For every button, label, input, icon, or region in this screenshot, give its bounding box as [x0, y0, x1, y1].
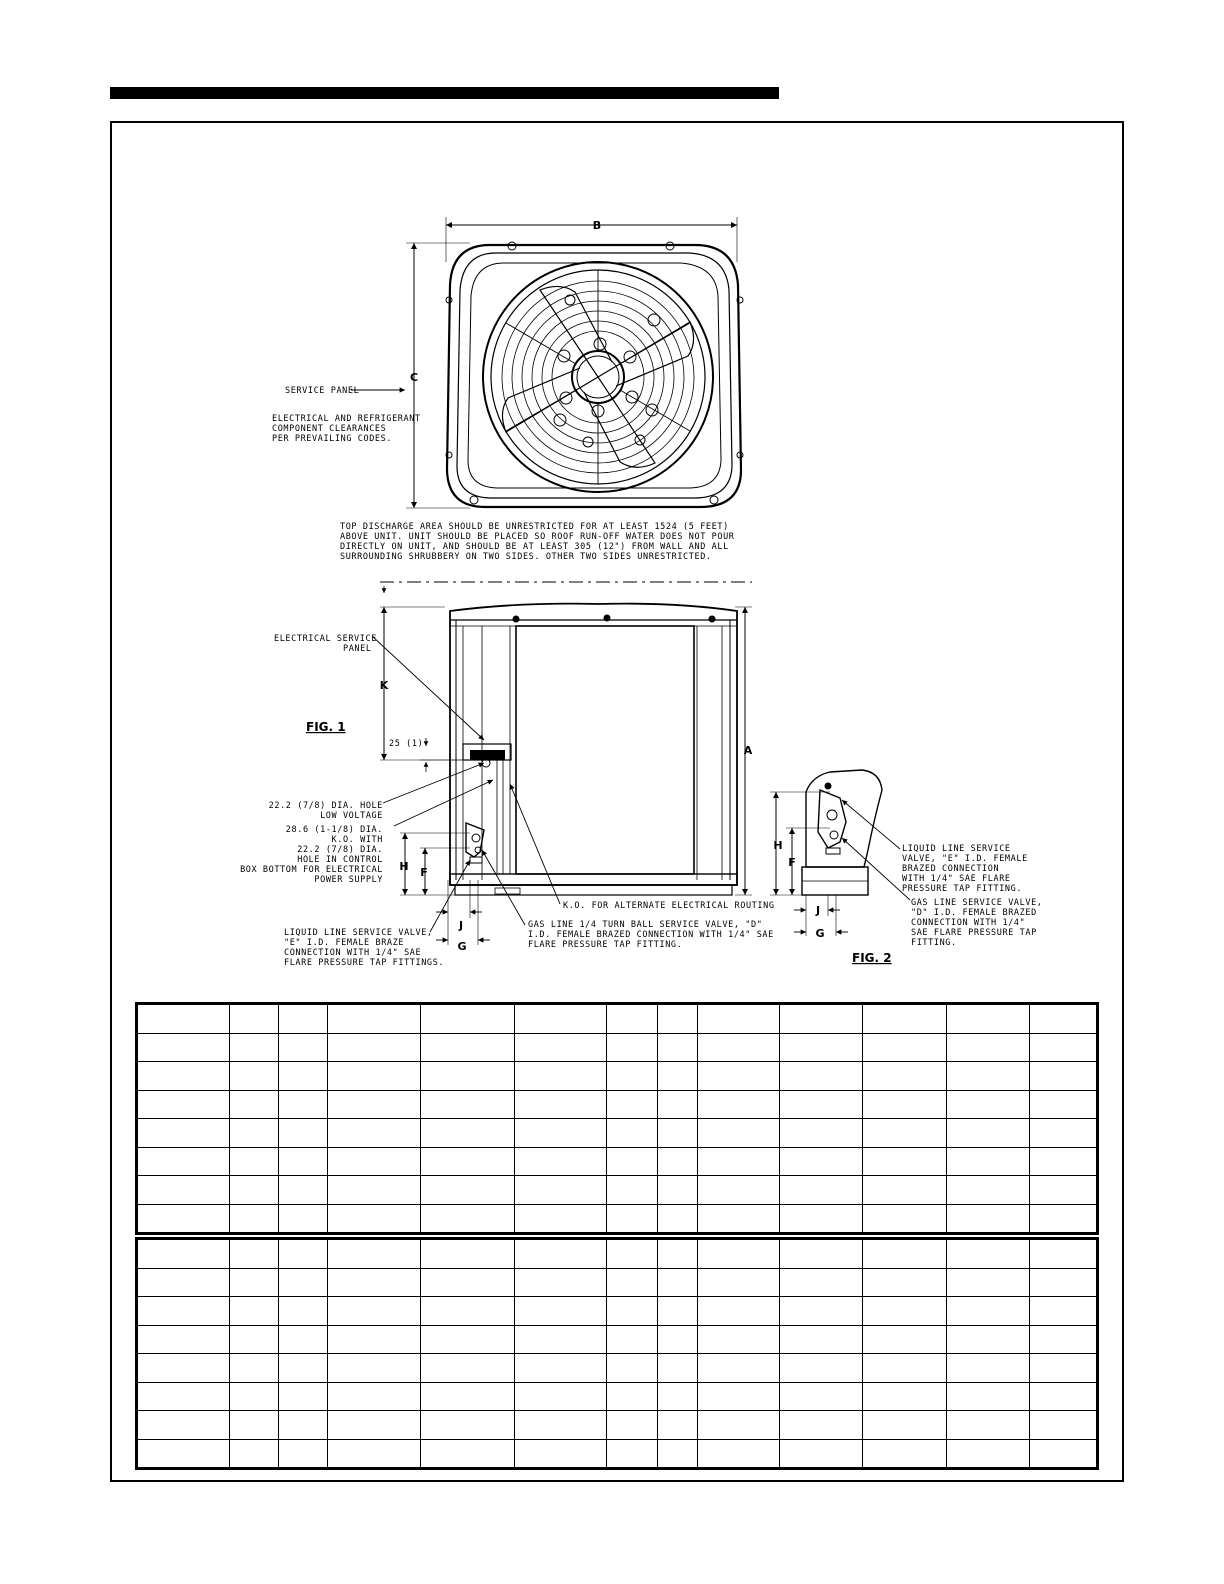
table-cell: [420, 1033, 514, 1062]
table-cell: [279, 1411, 328, 1440]
low-voltage-line-1: 22.2 (7/8) DIA. HOLE: [268, 801, 383, 811]
table-cell: [658, 1147, 698, 1176]
table-cell: [658, 1411, 698, 1440]
table-cell: [514, 1062, 606, 1091]
dim-a-label: A: [743, 744, 753, 757]
table-cell: [780, 1439, 863, 1469]
table-row: [137, 1411, 1098, 1440]
table-row: [137, 1204, 1098, 1234]
table-cell: [946, 1176, 1029, 1205]
table-cell: [780, 1239, 863, 1269]
table-cell: [946, 1004, 1029, 1034]
liquid2-line-4: WITH 1/4" SAE FLARE: [902, 874, 1011, 884]
dim-25-label: 25 (1): [389, 739, 424, 749]
table-cell: [230, 1382, 279, 1411]
fig1-label: FIG. 1: [306, 720, 346, 734]
table-cell: [780, 1382, 863, 1411]
table-cell: [514, 1147, 606, 1176]
table-cell: [514, 1268, 606, 1297]
table-cell: [946, 1325, 1029, 1354]
table-cell: [946, 1354, 1029, 1383]
table-cell: [279, 1090, 328, 1119]
table-cell: [230, 1411, 279, 1440]
table-cell: [863, 1119, 946, 1148]
table-cell: [279, 1239, 328, 1269]
table-cell: [230, 1204, 279, 1234]
table-cell: [863, 1147, 946, 1176]
table-cell: [1029, 1204, 1097, 1234]
table-row: [137, 1147, 1098, 1176]
table-cell: [698, 1411, 780, 1440]
gas2-line-4: SAE FLARE PRESSURE TAP: [911, 928, 1037, 938]
table-cell: [658, 1268, 698, 1297]
table-cell: [658, 1119, 698, 1148]
table-cell: [514, 1411, 606, 1440]
table-cell: [328, 1204, 420, 1234]
table-cell: [230, 1297, 279, 1326]
table-cell: [606, 1297, 657, 1326]
table-cell: [230, 1004, 279, 1034]
table-cell: [863, 1382, 946, 1411]
liquid1-line-2: "E" I.D. FEMALE BRAZE: [284, 938, 405, 948]
table-cell: [230, 1119, 279, 1148]
table-row: [137, 1439, 1098, 1469]
table-cell: [946, 1297, 1029, 1326]
table-cell: [137, 1090, 230, 1119]
table-cell: [328, 1382, 420, 1411]
elec-service-panel-line-1: ELECTRICAL SERVICE: [274, 634, 377, 644]
table-cell: [514, 1090, 606, 1119]
table-cell: [946, 1239, 1029, 1269]
gas1-line-1: GAS LINE 1/4 TURN BALL SERVICE VALVE, "D": [528, 920, 763, 930]
table-cell: [420, 1204, 514, 1234]
table-cell: [137, 1176, 230, 1205]
table-cell: [863, 1411, 946, 1440]
table-cell: [279, 1439, 328, 1469]
table-row: [137, 1004, 1098, 1034]
top-view: [406, 217, 743, 508]
fig2-label: FIG. 2: [852, 951, 892, 965]
table-cell: [420, 1119, 514, 1148]
table-cell: [279, 1297, 328, 1326]
table-cell: [863, 1325, 946, 1354]
liquid2-line-5: PRESSURE TAP FITTING.: [902, 884, 1023, 894]
table-cell: [606, 1204, 657, 1234]
dimension-table-1: [135, 1002, 1099, 1235]
table-cell: [514, 1033, 606, 1062]
table-cell: [946, 1382, 1029, 1411]
table-cell: [658, 1204, 698, 1234]
table-cell: [946, 1033, 1029, 1062]
table-cell: [1029, 1268, 1097, 1297]
clearance-line-3: PER PREVAILING CODES.: [272, 434, 393, 444]
table-cell: [606, 1325, 657, 1354]
table-cell: [1029, 1239, 1097, 1269]
table-cell: [658, 1033, 698, 1062]
table-cell: [514, 1176, 606, 1205]
table-cell: [328, 1354, 420, 1383]
table-cell: [1029, 1176, 1097, 1205]
table-cell: [420, 1297, 514, 1326]
table-cell: [279, 1325, 328, 1354]
table-cell: [420, 1411, 514, 1440]
table-cell: [420, 1382, 514, 1411]
dim-g1-label: G: [457, 940, 467, 953]
table-cell: [514, 1239, 606, 1269]
table-cell: [1029, 1062, 1097, 1091]
table-cell: [137, 1382, 230, 1411]
table-cell: [420, 1090, 514, 1119]
table-cell: [514, 1119, 606, 1148]
table-cell: [230, 1439, 279, 1469]
table-cell: [420, 1239, 514, 1269]
table-cell: [698, 1062, 780, 1091]
dim-c-label: C: [409, 371, 419, 384]
liquid2-line-3: BRAZED CONNECTION: [902, 864, 1000, 874]
table-cell: [514, 1382, 606, 1411]
ko-line-6: POWER SUPPLY: [314, 875, 383, 885]
table-cell: [606, 1119, 657, 1148]
table-cell: [606, 1439, 657, 1469]
table-cell: [780, 1090, 863, 1119]
table-cell: [863, 1004, 946, 1034]
table-cell: [514, 1004, 606, 1034]
dim-h2-label: H: [773, 839, 783, 852]
table-row: [137, 1268, 1098, 1297]
table-cell: [137, 1119, 230, 1148]
fig2-detail: [770, 770, 910, 936]
table-cell: [420, 1439, 514, 1469]
ko-line-4: HOLE IN CONTROL: [297, 855, 383, 865]
dim-j2-label: J: [815, 904, 821, 917]
table-cell: [328, 1062, 420, 1091]
gas2-line-3: CONNECTION WITH 1/4": [911, 918, 1026, 928]
table-cell: [780, 1411, 863, 1440]
table-cell: [780, 1062, 863, 1091]
table-cell: [1029, 1033, 1097, 1062]
table-row: [137, 1354, 1098, 1383]
table-cell: [863, 1239, 946, 1269]
table-row: [137, 1090, 1098, 1119]
table-cell: [328, 1239, 420, 1269]
clearance-line-1: ELECTRICAL AND REFRIGERANT: [272, 414, 421, 424]
table-cell: [420, 1176, 514, 1205]
table-row: [137, 1297, 1098, 1326]
table-cell: [328, 1033, 420, 1062]
gas1-line-3: FLARE PRESSURE TAP FITTING.: [528, 940, 683, 950]
table-cell: [606, 1176, 657, 1205]
table-cell: [606, 1354, 657, 1383]
table-cell: [1029, 1147, 1097, 1176]
table-cell: [946, 1204, 1029, 1234]
table-cell: [863, 1268, 946, 1297]
table-cell: [230, 1354, 279, 1383]
table-cell: [230, 1239, 279, 1269]
table-cell: [946, 1147, 1029, 1176]
table-cell: [780, 1176, 863, 1205]
table-cell: [137, 1062, 230, 1091]
table-cell: [658, 1176, 698, 1205]
table-cell: [137, 1411, 230, 1440]
table-cell: [606, 1090, 657, 1119]
table-cell: [698, 1268, 780, 1297]
gas1-line-2: I.D. FEMALE BRAZED CONNECTION WITH 1/4" SAE: [528, 930, 774, 940]
gas2-line-5: FITTING.: [911, 938, 957, 948]
table-cell: [946, 1268, 1029, 1297]
table-cell: [514, 1325, 606, 1354]
table-cell: [698, 1325, 780, 1354]
front-view: [372, 582, 752, 945]
top-discharge-line-1: TOP DISCHARGE AREA SHOULD BE UNRESTRICTED FOR AT LEAST 1524 (5 FEET): [340, 522, 729, 532]
liquid2-line-1: LIQUID LINE SERVICE: [902, 844, 1011, 854]
table-cell: [137, 1204, 230, 1234]
ko-line-1: 28.6 (1-1/8) DIA.: [285, 825, 383, 835]
table-cell: [514, 1439, 606, 1469]
table-cell: [863, 1204, 946, 1234]
table-cell: [946, 1119, 1029, 1148]
table-cell: [780, 1004, 863, 1034]
table-cell: [137, 1033, 230, 1062]
table-cell: [780, 1268, 863, 1297]
table-cell: [946, 1411, 1029, 1440]
table-cell: [698, 1090, 780, 1119]
table-cell: [328, 1411, 420, 1440]
table-cell: [420, 1268, 514, 1297]
dim-b-label: B: [592, 219, 602, 232]
table-cell: [514, 1354, 606, 1383]
table-cell: [698, 1297, 780, 1326]
table-cell: [658, 1354, 698, 1383]
table-cell: [698, 1204, 780, 1234]
liquid1-line-1: LIQUID LINE SERVICE VALVE,: [284, 928, 433, 938]
table-cell: [328, 1090, 420, 1119]
table-cell: [137, 1325, 230, 1354]
table-cell: [279, 1354, 328, 1383]
table-cell: [514, 1204, 606, 1234]
table-cell: [780, 1325, 863, 1354]
table-cell: [279, 1062, 328, 1091]
table-cell: [698, 1439, 780, 1469]
table-cell: [946, 1090, 1029, 1119]
dim-g2-label: G: [815, 927, 825, 940]
dimension-table-2: [135, 1237, 1099, 1470]
table-cell: [863, 1354, 946, 1383]
table-cell: [606, 1147, 657, 1176]
table-cell: [420, 1062, 514, 1091]
table-cell: [1029, 1119, 1097, 1148]
table-cell: [698, 1033, 780, 1062]
table-cell: [328, 1004, 420, 1034]
table-row: [137, 1062, 1098, 1091]
table-cell: [137, 1354, 230, 1383]
table-cell: [279, 1382, 328, 1411]
table-cell: [137, 1147, 230, 1176]
top-discharge-line-4: SURROUNDING SHRUBBERY ON TWO SIDES. OTHER TWO SIDES UNRESTRICTED.: [340, 552, 712, 562]
table-cell: [780, 1119, 863, 1148]
table-cell: [137, 1268, 230, 1297]
table-cell: [230, 1033, 279, 1062]
table-cell: [606, 1268, 657, 1297]
table-cell: [863, 1176, 946, 1205]
table-cell: [780, 1147, 863, 1176]
table-cell: [328, 1147, 420, 1176]
table-cell: [1029, 1325, 1097, 1354]
table-cell: [279, 1204, 328, 1234]
table-cell: [606, 1239, 657, 1269]
table-cell: [230, 1090, 279, 1119]
dim-j1-label: J: [458, 919, 464, 932]
table-cell: [328, 1297, 420, 1326]
table-cell: [1029, 1382, 1097, 1411]
table-cell: [658, 1090, 698, 1119]
table-cell: [658, 1004, 698, 1034]
table-cell: [279, 1268, 328, 1297]
table-cell: [514, 1297, 606, 1326]
table-cell: [658, 1382, 698, 1411]
table-cell: [606, 1382, 657, 1411]
table-cell: [230, 1062, 279, 1091]
ko-line-3: 22.2 (7/8) DIA.: [297, 845, 383, 855]
table-cell: [328, 1119, 420, 1148]
liquid2-line-2: VALVE, "E" I.D. FEMALE: [902, 854, 1028, 864]
table-cell: [863, 1439, 946, 1469]
table-cell: [420, 1004, 514, 1034]
table-row: [137, 1176, 1098, 1205]
table-cell: [328, 1325, 420, 1354]
table-cell: [606, 1033, 657, 1062]
table-cell: [1029, 1297, 1097, 1326]
table-cell: [863, 1297, 946, 1326]
dim-h1-label: H: [399, 860, 409, 873]
table-cell: [230, 1176, 279, 1205]
table-cell: [658, 1439, 698, 1469]
table-cell: [780, 1204, 863, 1234]
table-cell: [328, 1176, 420, 1205]
table-cell: [698, 1176, 780, 1205]
table-cell: [863, 1090, 946, 1119]
dim-k-label: K: [379, 679, 389, 692]
table-cell: [279, 1147, 328, 1176]
clearance-line-2: COMPONENT CLEARANCES: [272, 424, 387, 434]
table-cell: [420, 1325, 514, 1354]
table-cell: [780, 1033, 863, 1062]
table-cell: [698, 1354, 780, 1383]
table-cell: [137, 1004, 230, 1034]
gas2-line-1: GAS LINE SERVICE VALVE,: [911, 898, 1043, 908]
table-cell: [137, 1297, 230, 1326]
table-cell: [658, 1297, 698, 1326]
table-row: [137, 1382, 1098, 1411]
top-discharge-line-2: ABOVE UNIT. UNIT SHOULD BE PLACED SO ROOF RUN-OFF WATER DOES NOT POUR: [340, 532, 735, 542]
low-voltage-line-2: LOW VOLTAGE: [320, 811, 383, 821]
table-cell: [698, 1147, 780, 1176]
table-cell: [698, 1239, 780, 1269]
table-cell: [137, 1439, 230, 1469]
table-cell: [137, 1239, 230, 1269]
ko-line-5: BOX BOTTOM FOR ELECTRICAL: [240, 865, 383, 875]
table-cell: [279, 1033, 328, 1062]
table-row: [137, 1033, 1098, 1062]
gas2-line-2: "D" I.D. FEMALE BRAZED: [911, 908, 1037, 918]
table-cell: [420, 1147, 514, 1176]
table-cell: [230, 1268, 279, 1297]
table-cell: [1029, 1090, 1097, 1119]
table-cell: [1029, 1439, 1097, 1469]
table-row: [137, 1119, 1098, 1148]
table-cell: [328, 1268, 420, 1297]
liquid1-line-3: CONNECTION WITH 1/4" SAE: [284, 948, 422, 958]
table-cell: [863, 1033, 946, 1062]
table-row: [137, 1325, 1098, 1354]
table-cell: [606, 1411, 657, 1440]
table-cell: [328, 1439, 420, 1469]
table-cell: [658, 1239, 698, 1269]
table-cell: [279, 1119, 328, 1148]
top-discharge-line-3: DIRECTLY ON UNIT, AND SHOULD BE AT LEAST 305 (12") FROM WALL AND ALL: [340, 542, 729, 552]
table-cell: [606, 1062, 657, 1091]
table-cell: [780, 1297, 863, 1326]
table-cell: [698, 1119, 780, 1148]
liquid1-line-4: FLARE PRESSURE TAP FITTINGS.: [284, 958, 445, 968]
table-cell: [1029, 1354, 1097, 1383]
table-cell: [279, 1176, 328, 1205]
table-cell: [698, 1004, 780, 1034]
table-cell: [1029, 1411, 1097, 1440]
dim-f1-label: F: [420, 866, 428, 879]
table-cell: [230, 1147, 279, 1176]
table-cell: [946, 1062, 1029, 1091]
alt-routing-label: K.O. FOR ALTERNATE ELECTRICAL ROUTING: [563, 901, 775, 911]
table-cell: [780, 1354, 863, 1383]
service-panel-label: SERVICE PANEL: [285, 386, 360, 396]
dim-f2-label: F: [788, 856, 796, 869]
table-cell: [606, 1004, 657, 1034]
table-cell: [230, 1325, 279, 1354]
table-cell: [698, 1382, 780, 1411]
table-cell: [658, 1325, 698, 1354]
table-cell: [279, 1004, 328, 1034]
elec-service-panel-line-2: PANEL: [343, 644, 372, 654]
ko-line-2: K.O. WITH: [331, 835, 383, 845]
table-cell: [863, 1062, 946, 1091]
table-cell: [1029, 1004, 1097, 1034]
table-cell: [946, 1439, 1029, 1469]
table-row: [137, 1239, 1098, 1269]
table-cell: [420, 1354, 514, 1383]
table-cell: [658, 1062, 698, 1091]
